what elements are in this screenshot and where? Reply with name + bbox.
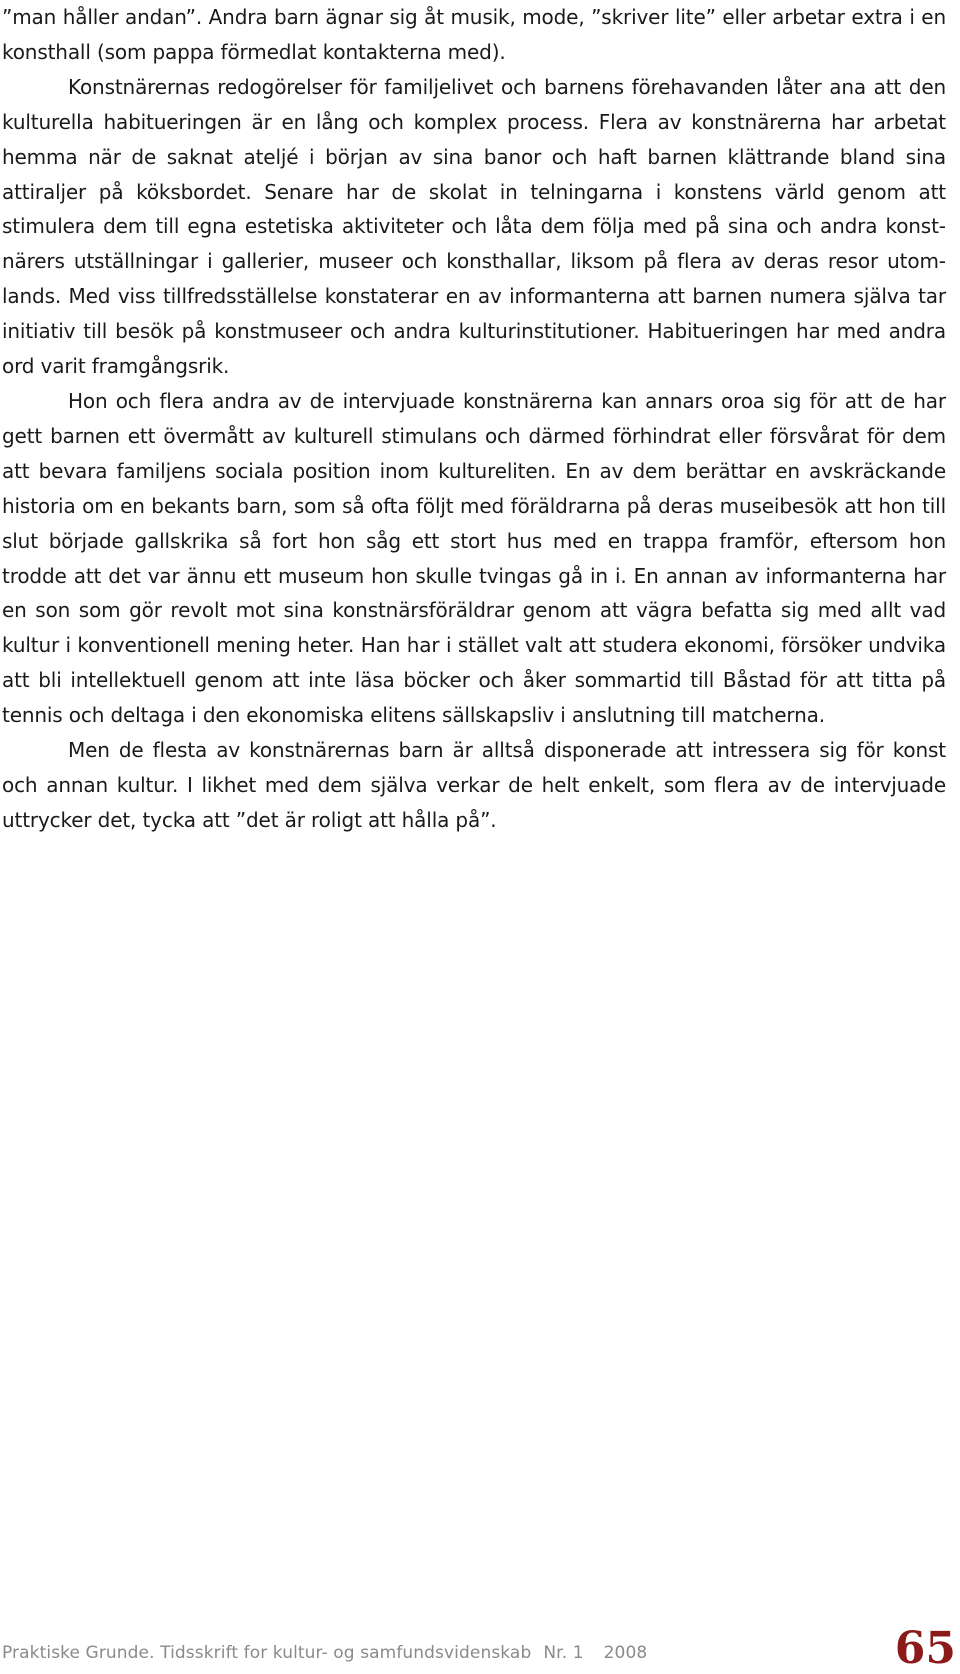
paragraph-1: ”man håller andan”. Andra barn ägnar sig åt musik, mode, ”skriver lite” eller arbetar extra i en konsthall (som pappa förmedlat kontakterna med). — [2, 5, 946, 64]
issue-number: Nr. 1 — [543, 1643, 584, 1663]
paragraph-4: Men de flesta av konstnärernas barn är alltså disponerade att intressera sig för konst och annan kultur. I likhet med dem själva verkar de helt enkelt, som flera av de intervjuade uttrycker det, tycka att ”det är roligt att hålla på”. — [2, 738, 946, 832]
paragraph-3: Hon och flera andra av de intervjuade konstnärerna kan annars oroa sig för att de har gett barnen ett övermått av kulturell stimulans och därmed förhindrat eller försvårat för dem att bevara familjens sociala position inom kultureliten. En av dem berättar en avskräckande historia om en bekants barn, som så ofta följt med föräldrarna på deras museibesök att hon till slut började gallskrika så fort hon såg ett stort hus med en trappa framför, eftersom hon trodde att det var ännu ett museum hon skulle tvingas gå in i. En annan av informanterna har en son som gör revolt mot sina konstnärsföräldrar genom att vägra befatta sig med allt vad kultur i konventionell mening heter. Han har i stället valt att studera ekonomi, försöker undvika att bli intellektuell genom att inte läsa böcker och åker sommartid till Båstad för att titta på tennis och deltaga i den ekonomiska elitens sällskapsliv i anslutning till matcherna. — [2, 388, 946, 728]
article-body — [2, 0, 946, 838]
page-number: 65 — [894, 1623, 956, 1674]
footer-citation — [2, 1643, 647, 1663]
page-footer — [2, 1623, 956, 1674]
journal-title: Praktiske Grunde. Tidsskrift for kultur- og samfundsvidenskab — [2, 1643, 532, 1663]
issue-year: 2008 — [603, 1643, 648, 1663]
paragraph-2: Konstnärernas redogörelser för familjelivet och barnens förehavanden låter ana att den kulturella habitueringen är en lång och komplex process. Flera av konstnärerna har arbetat hemma när de saknat ateljé i början av sina banor och haft barnen klättrande bland sina attiraljer på köksbordet. Senare har de skolat in telningarna i konstens värld genom att stimulera dem till egna estetiska aktiviteter och låta dem följa med på sina och andra konstnärers utställningar i gallerier, museer och konsthallar, liksom på flera av deras resor utomlands. Med viss tillfredsställelse konstaterar en av informanterna att barnen numera själva tar initiativ till besök på konstmuseer och andra kulturinstitutioner. Habitueringen har med andra ord varit framgångsrik. — [2, 74, 946, 379]
